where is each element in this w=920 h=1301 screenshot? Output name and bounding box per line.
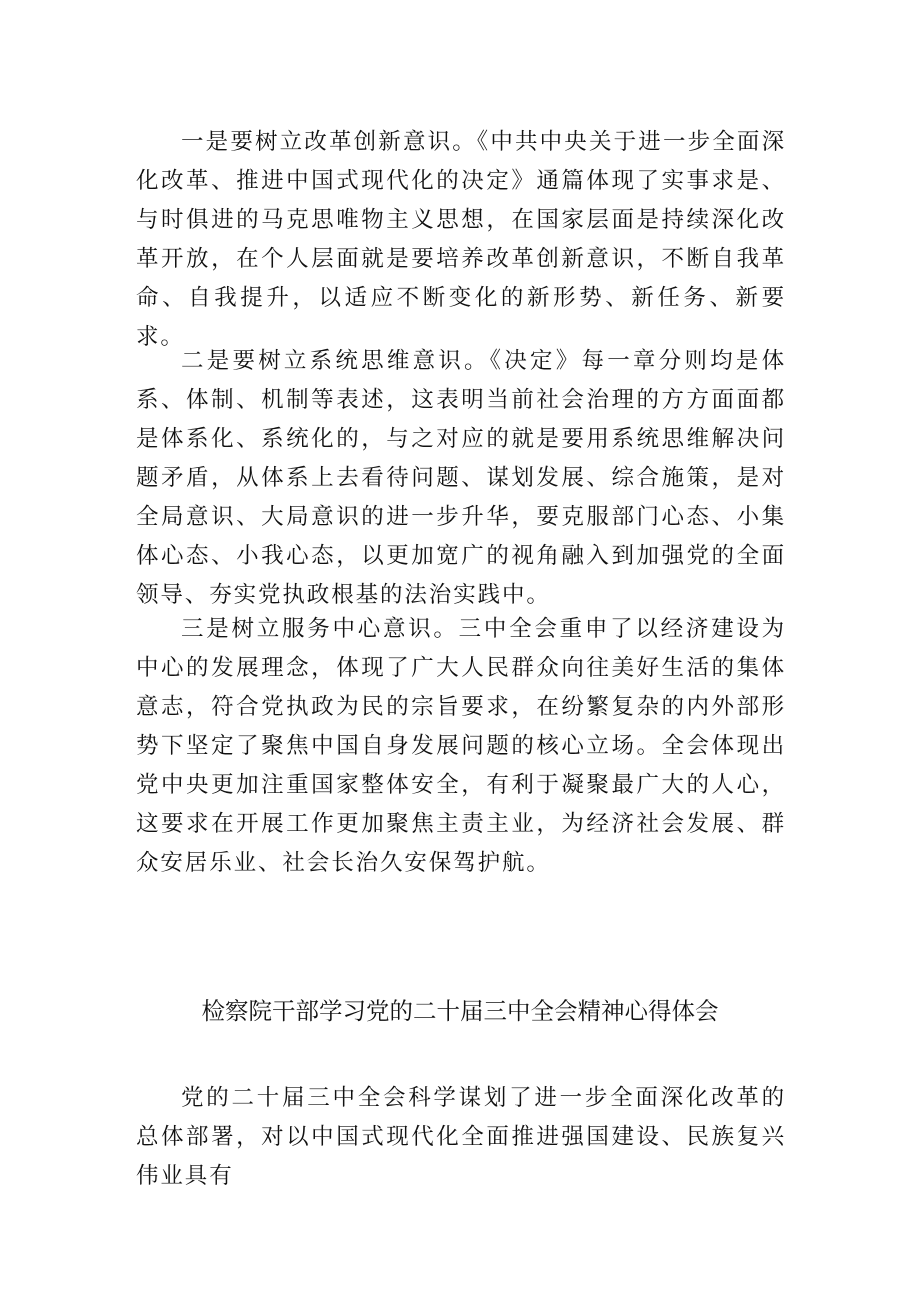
paragraph-reform-innovation: 一是要树立改革创新意识。《中共中央关于进一步全面深化改革、推进中国式现代化的决定》通篇体现了实事求是、与时俱进的马克思唯物主义思想，在国家层面是持续深化改革开放，在个人层面就是要培养改革创新意识，不断自我革命、自我提升，以适应不断变化的新形势、新任务、新要求。 [136, 129, 786, 350]
paragraph-section-intro: 党的二十届三中全会科学谋划了进一步全面深化改革的总体部署，对以中国式现代化全面推进强国建设、民族复兴伟业具有 [136, 1085, 786, 1189]
paragraph-service-center: 三是树立服务中心意识。三中全会重申了以经济建设为中心的发展理念，体现了广大人民群众向往美好生活的集体意志，符合党执政为民的宗旨要求，在纷繁复杂的内外部形势下坚定了聚焦中国自身发展问题的核心立场。全会体现出党中央更加注重国家整体安全，有利于凝聚最广大的人心，这要求在开展工作更加聚焦主责主业，为经济社会发展、群众安居乐业、社会长治久安保驾护航。 [136, 616, 786, 876]
paragraph-system-thinking: 二是要树立系统思维意识。《决定》每一章分则均是体系、体制、机制等表述，这表明当前社会治理的方方面面都是体系化、系统化的，与之对应的就是要用系统思维解决问题矛盾，从体系上去看待问题、谋划发展、综合施策，是对全局意识、大局意识的进一步升华，要克服部门心态、小集体心态、小我心态，以更加宽广的视角融入到加强党的全面领导、夯实党执政根基的法治实践中。 [136, 348, 786, 608]
section-title: 检察院干部学习党的二十届三中全会精神心得体会 [201, 997, 719, 1025]
